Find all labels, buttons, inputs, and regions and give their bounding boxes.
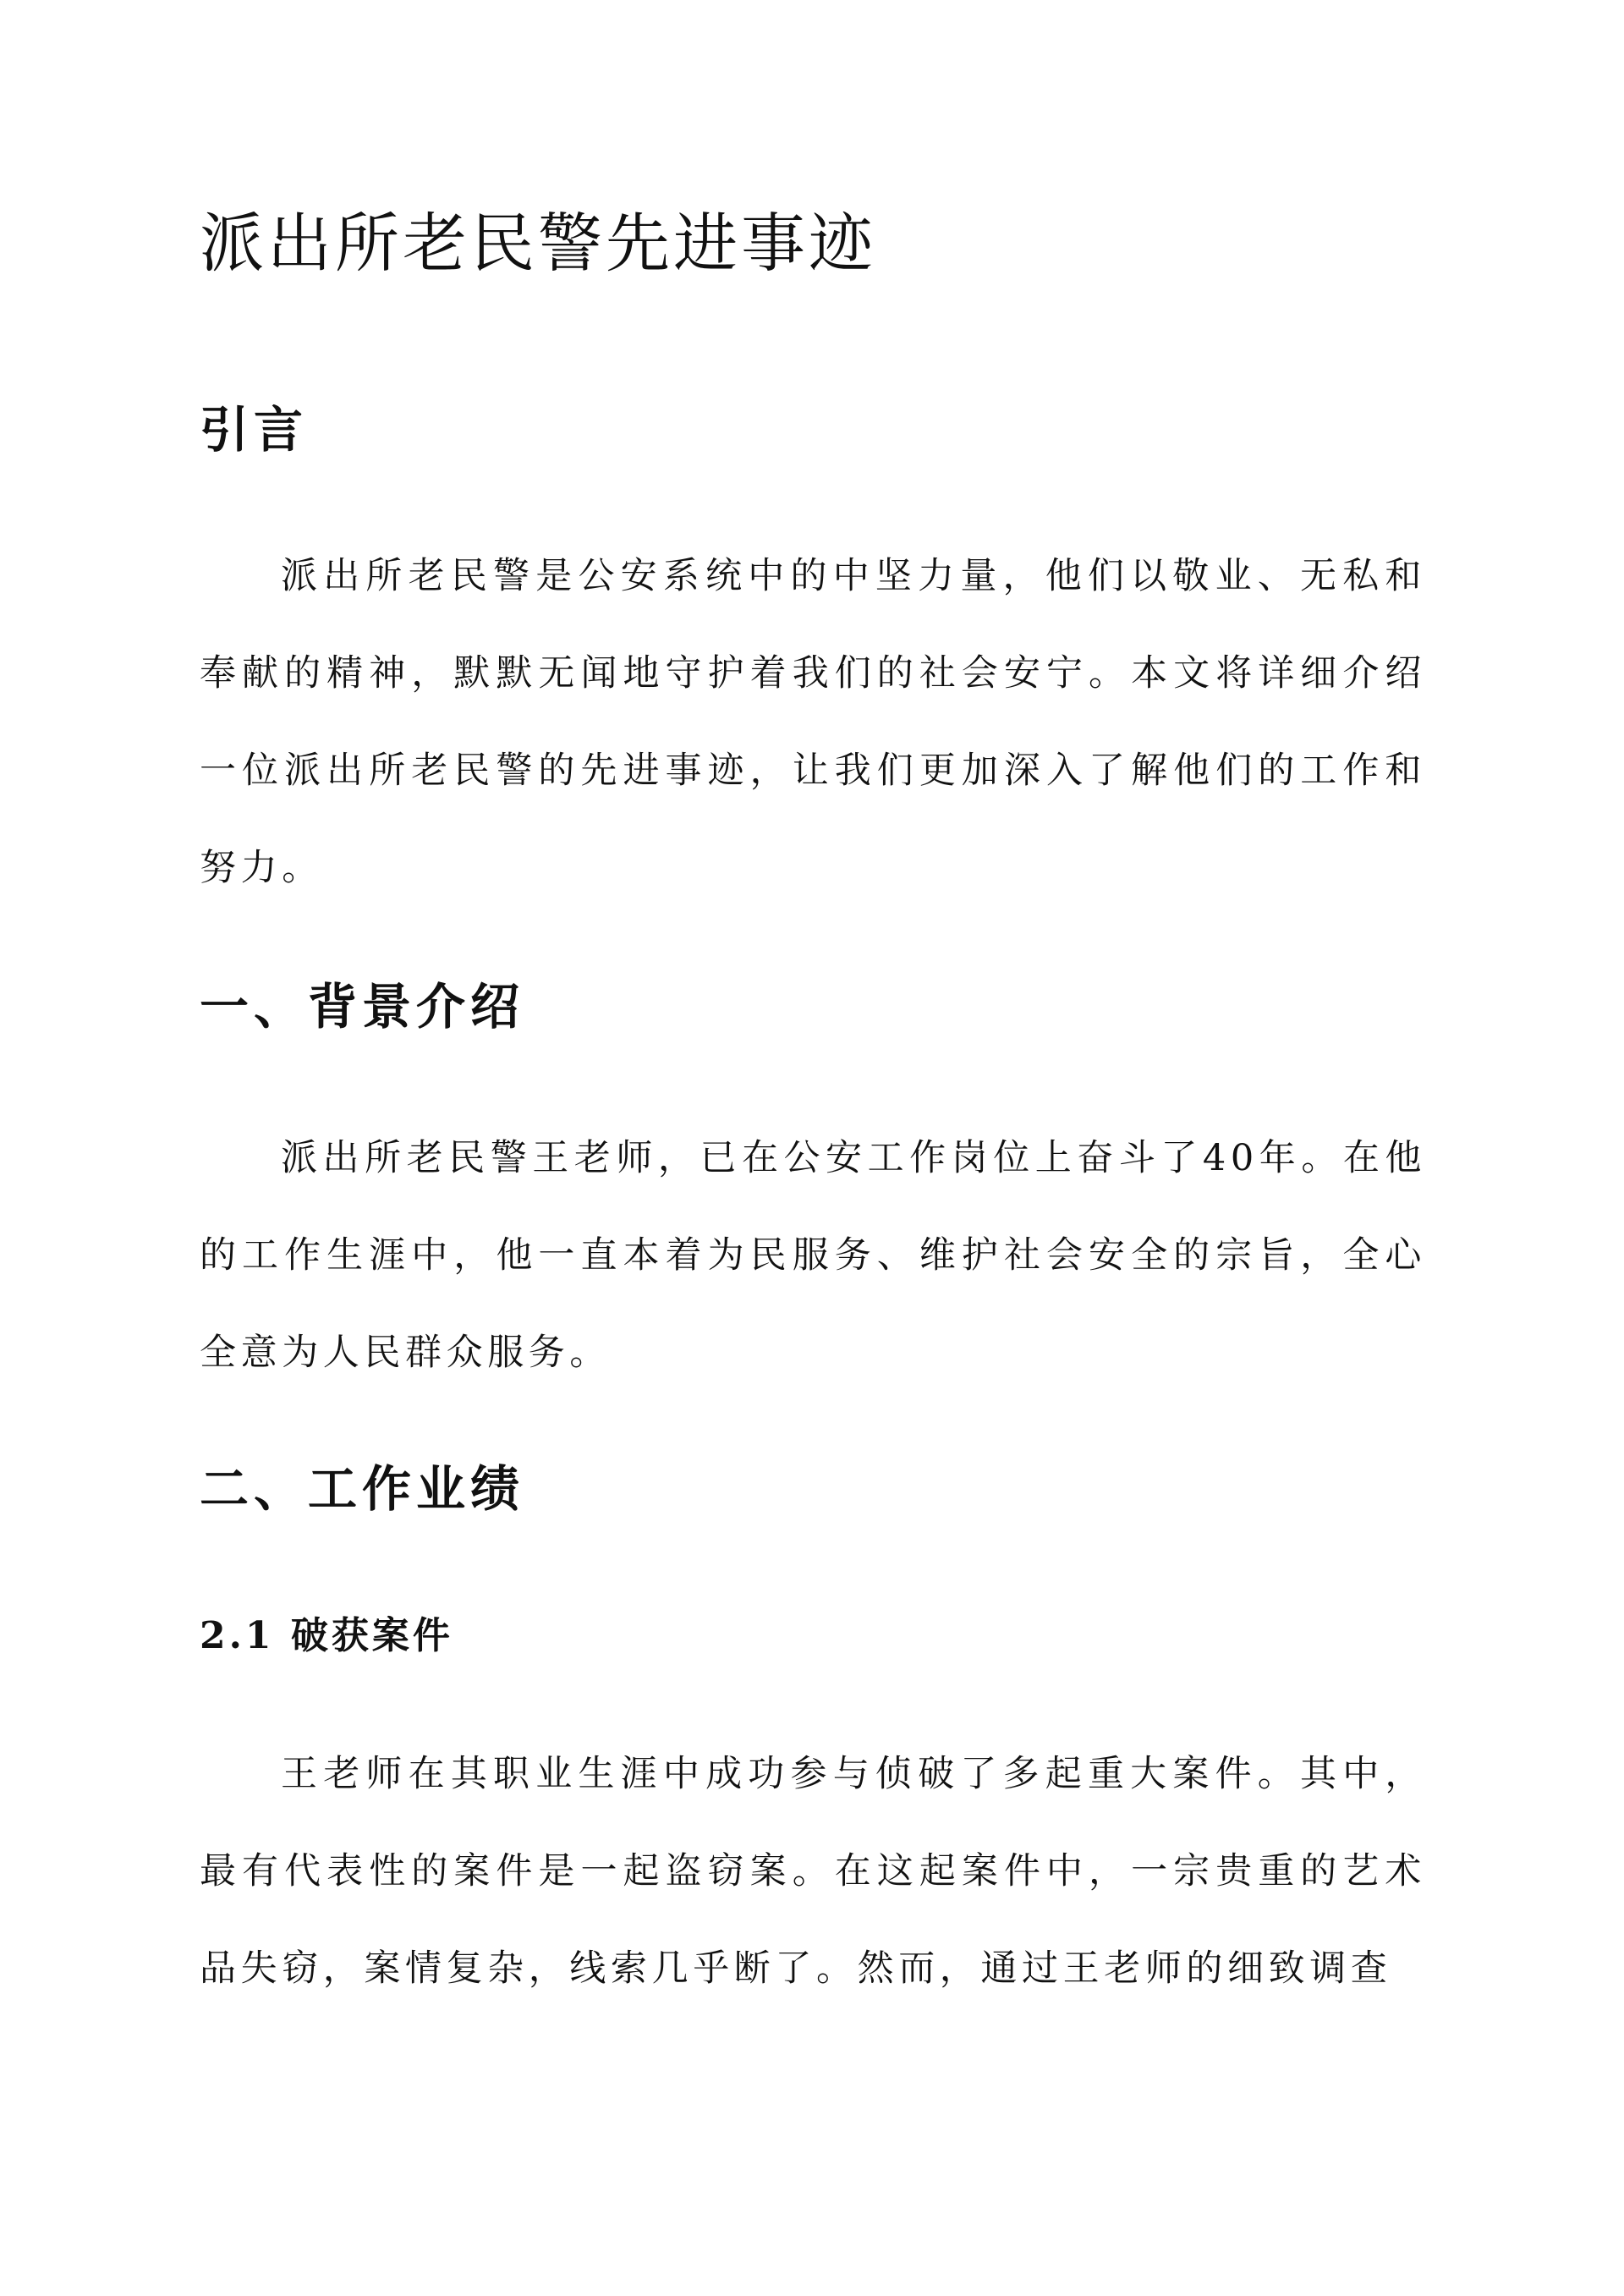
intro-paragraph: 派出所老民警是公安系统中的中坚力量，他们以敬业、无私和奉献的精神，默默无闻地守护着我们的社会安宁。本文将详细介绍一位派出所老民警的先进事迹，让我们更加深入了解他们的工作和努力。	[200, 555, 1426, 889]
section-heading-background: 一、背景介绍	[200, 978, 525, 1035]
document-title: 派出所老民警先进事迹	[200, 206, 876, 281]
subsection-heading-cases: 2.1 破获案件	[200, 1614, 453, 1657]
cases-paragraph: 王老师在其职业生涯中成功参与侦破了多起重大案件。其中，最有代表性的案件是一起盗窃案。在这起案件中，一宗贵重的艺术品失窃，案情复杂，线索几乎断了。然而，通过王老师的细致调查	[200, 1753, 1426, 1990]
section-heading-intro: 引言	[200, 401, 309, 459]
section-heading-achievements: 二、工作业绩	[200, 1460, 525, 1518]
background-paragraph: 派出所老民警王老师，已在公安工作岗位上奋斗了40年。在他的工作生涯中，他一直本着为民服务、维护社会安全的宗旨，全心全意为人民群众服务。	[200, 1137, 1426, 1374]
